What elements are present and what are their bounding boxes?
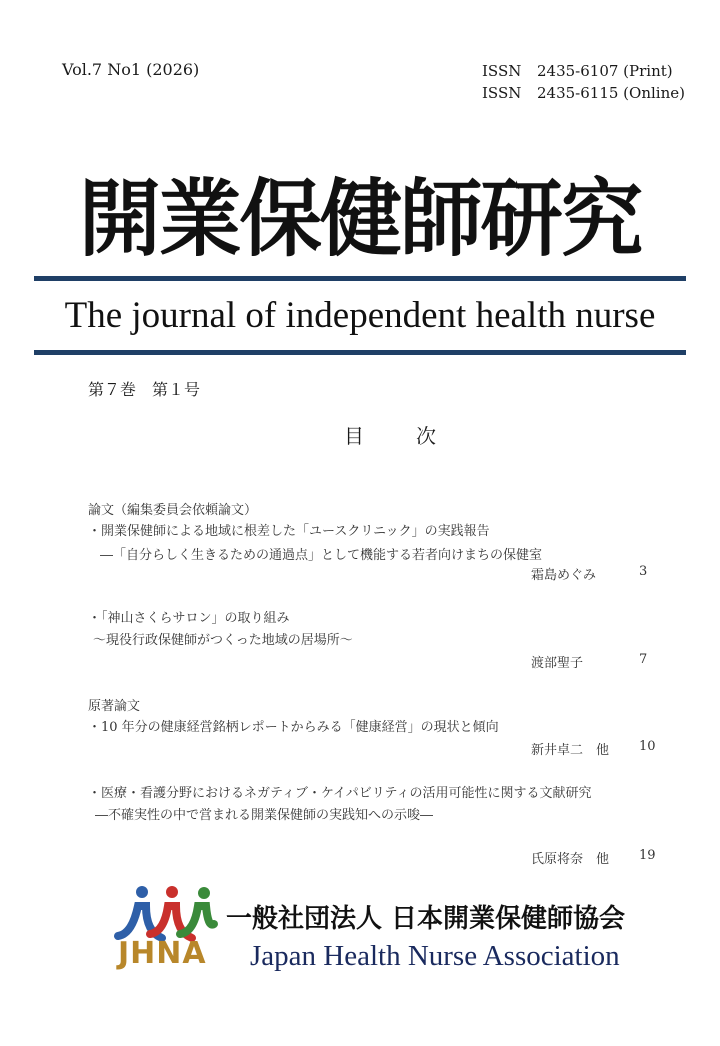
article-title[interactable]: ・医療・看護分野におけるネガティブ・ケイパビリティの活用可能性に関する文献研究 <box>88 786 592 801</box>
article-page: 3 <box>639 564 648 579</box>
article-subtitle: 〜現役行政保健師がつくった地域の居場所〜 <box>93 633 353 648</box>
article-page: 10 <box>639 739 656 754</box>
issue-number: 第７巻 第１号 <box>88 380 201 399</box>
volume-number: Vol.7 No1 (2026) <box>62 60 200 79</box>
article-page: 7 <box>639 652 648 667</box>
issn-label: ISSN <box>482 62 522 80</box>
issn-block <box>482 60 685 104</box>
article-author: 霜島めぐみ <box>531 568 597 583</box>
article-author: 新井卓二 他 <box>531 743 610 758</box>
article-title[interactable]: ・開業保健師による地域に根差した「ユースクリニック」の実践報告 <box>88 524 490 539</box>
organization-name-en: Japan Health Nurse Association <box>250 940 620 972</box>
top-rule <box>34 276 686 281</box>
section-heading: 論文（編集委員会依頼論文） <box>88 503 258 518</box>
article-subtitle: ―不確実性の中で営まれる開業保健師の実践知への示唆― <box>95 808 434 823</box>
article-subtitle: ―「自分らしく生きるための通過点」として機能する若者向けまちの保健室 <box>100 548 543 563</box>
logo-text: JHNA <box>118 936 207 971</box>
article-title[interactable]: ・10 年分の健康経営銘柄レポートからみる「健康経営」の現状と傾向 <box>88 720 499 735</box>
bottom-rule <box>34 350 686 355</box>
journal-subtitle: The journal of independent health nurse <box>64 295 656 336</box>
journal-title: 開業保健師研究 <box>78 170 642 268</box>
issn-label: ISSN <box>482 84 522 102</box>
article-title[interactable]: ・「神山さくらサロン」の取り組み <box>88 611 290 626</box>
organization-name-ja: 一般社団法人 日本開業保健師協会 <box>226 904 626 934</box>
issn-print-value: 2435-6107 (Print) <box>537 62 673 80</box>
section-heading: 原著論文 <box>88 699 141 714</box>
issn-online-value: 2435-6115 (Online) <box>537 84 685 102</box>
article-page: 19 <box>639 848 656 863</box>
issn-online <box>482 82 685 104</box>
article-author: 氏原将奈 他 <box>531 852 610 867</box>
issn-print <box>482 60 685 82</box>
article-author: 渡部聖子 <box>531 656 584 671</box>
toc-heading: 目 次 <box>344 424 452 448</box>
